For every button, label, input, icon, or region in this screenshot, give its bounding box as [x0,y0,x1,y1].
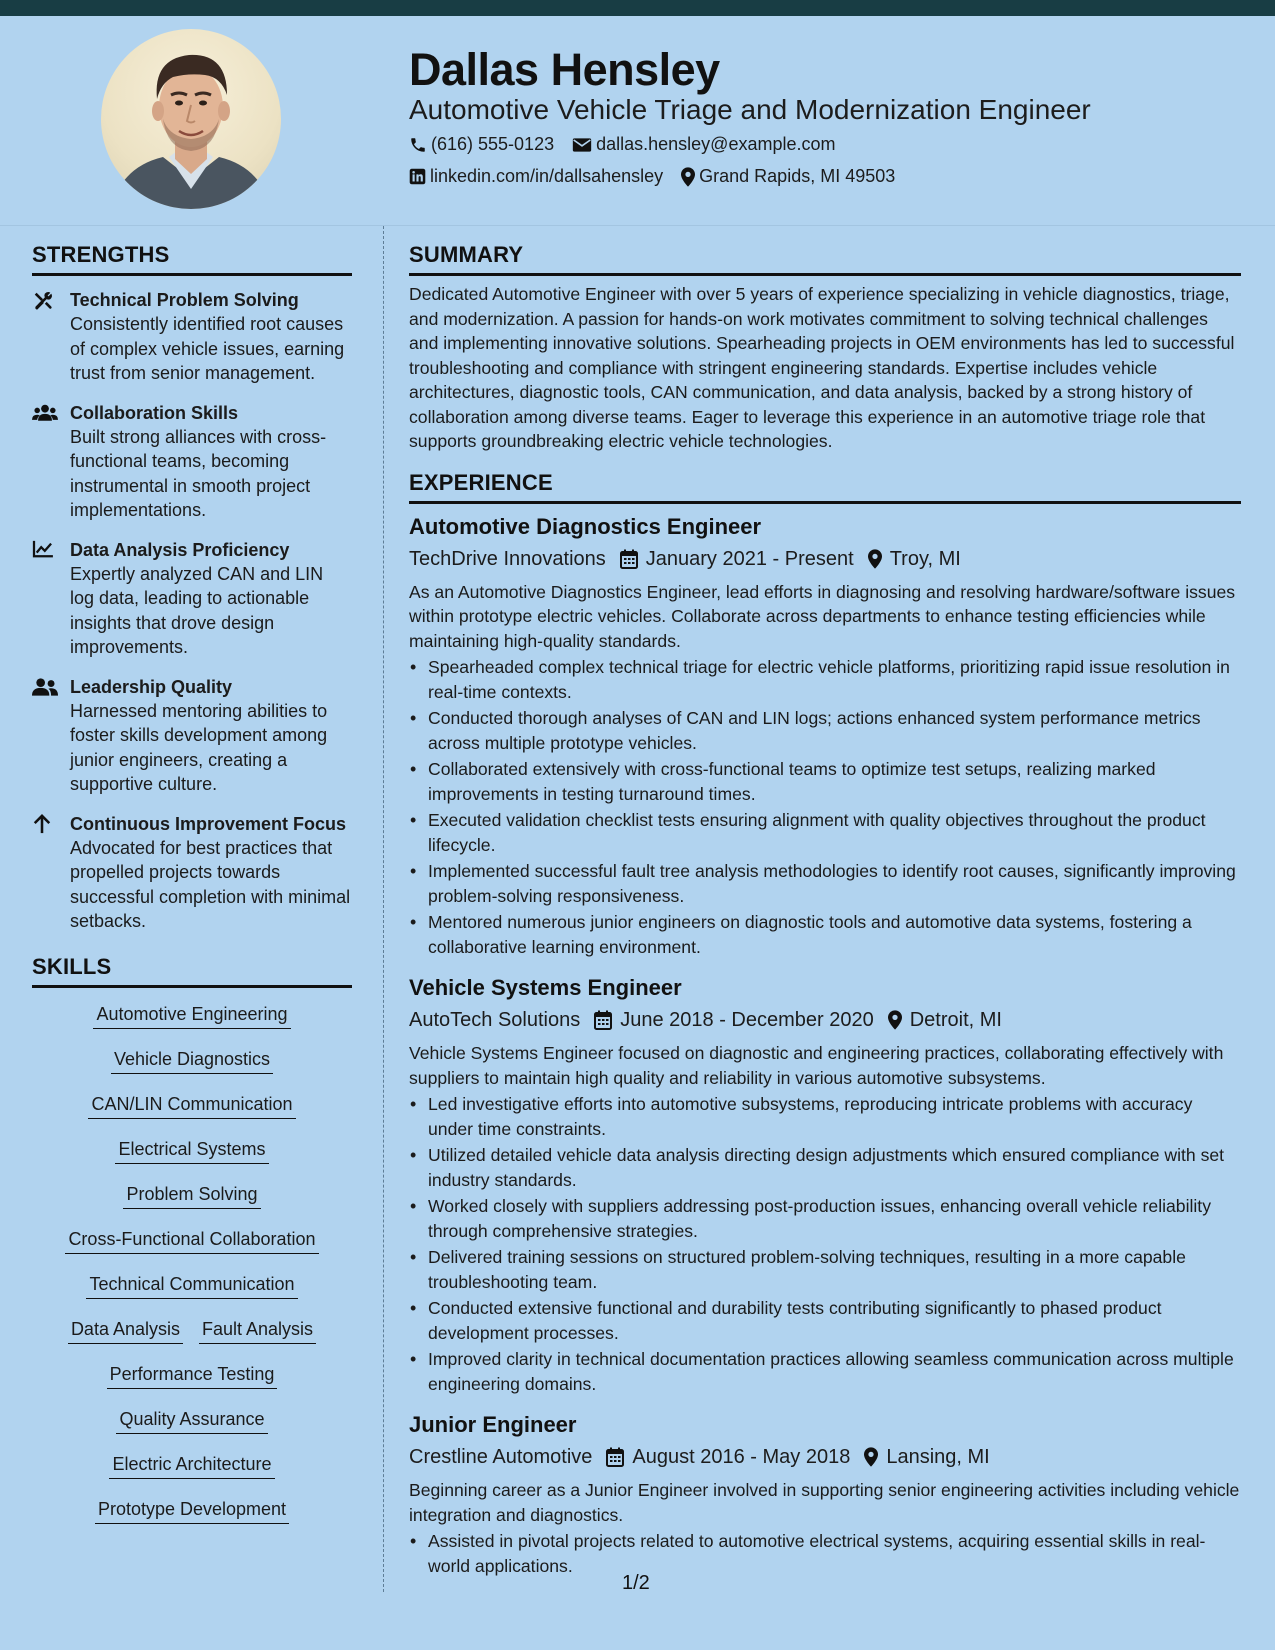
calendar-icon [594,1010,612,1030]
skill-tag: Technical Communication [86,1272,297,1299]
contact-row-2 [409,166,913,187]
company-name: AutoTech Solutions [409,1009,581,1031]
experience-heading: EXPERIENCE [409,470,1241,504]
user-group-icon [32,677,58,697]
skill-tag: Cross-Functional Collaboration [65,1227,318,1254]
users-icon [32,403,58,423]
strength-desc: Advocated for best practices that propelled projects towards successful completion with minimal setbacks. [70,837,351,931]
location-contact [681,166,895,187]
skill-tag: Automotive Engineering [93,1002,290,1029]
arrow-up-icon [32,814,52,834]
location-text: Troy, MI [889,547,961,570]
linkedin-contact[interactable] [409,166,663,187]
strengths-list [32,288,352,934]
bullet-item: • Spearheaded complex technical triage for electric vehicle platforms, prioritizing rapid issue resolution in real-time contexts. [409,655,1241,704]
bullet-item: • Utilized detailed vehicle data analysis directing design adjustments which ensured compliance with set industry standards. [409,1143,1241,1192]
right-column [409,242,1241,1580]
map-pin-icon [864,1447,878,1467]
job-dates [620,544,854,574]
strengths-heading: STRENGTHS [32,242,352,276]
page-number: 1/2 [622,1572,650,1594]
job-bullets [409,1092,1241,1396]
left-column [32,242,352,1542]
bullet-item: • Conducted extensive functional and durability tests contributing significantly to phased product development processes. [409,1296,1241,1345]
company-name: TechDrive Innovations [409,547,606,570]
job-dates [606,1442,850,1472]
bullet-item: • Executed validation checklist tests ensuring alignment with quality objectives throughout the product lifecycle. [409,808,1241,857]
email-text: dallas.hensley@example.com [596,134,836,154]
job-dates [594,1005,874,1035]
summary-text: Dedicated Automotive Engineer with over 5 years of experience specializing in vehicle diagnostics, triage, and modernization. A passion for hands-on work motivates commitment to solving technical challenges and implementing innovative solutions. Spearheading projects in OEM environments has led to successful troubleshooting and compliance with stringent engineering standards. Expertise includes vehicle architectures, diagnostic tools, CAN communication, and data analysis, backed by a strong history of collaboration among diverse teams. Eager to leverage this experience in an automotive triage role that supports groundbreaking electric vehicle technologies. [409,284,1235,451]
bullet-item: • Delivered training sessions on structured problem-solving techniques, resulting in a more capable troubleshooting team. [409,1245,1241,1294]
tools-icon [32,290,54,312]
job-title: Junior Engineer [409,1412,577,1437]
skill-tag: Quality Assurance [116,1407,267,1434]
skill-tag: Problem Solving [123,1182,260,1209]
contact-row-1 [409,134,853,155]
candidate-title: Automotive Vehicle Triage and Modernization Engineer [409,94,1091,125]
location-text: Grand Rapids, MI 49503 [699,166,896,186]
strength-title: Collaboration Skills [70,402,239,423]
dates-text: January 2021 - Present [645,547,854,570]
column-divider [383,226,384,1592]
job-bullets [409,655,1241,959]
skill-tag: CAN/LIN Communication [88,1092,295,1119]
job-entry [409,973,1241,1396]
strength-title: Technical Problem Solving [70,290,299,310]
portrait-illustration [101,29,281,209]
bullet-item: • Collaborated extensively with cross-functional teams to optimize test setups, realizing marked improvements in testing turnaround times. [409,757,1241,806]
bullet-item: • Mentored numerous junior engineers on diagnostic tools and automotive data systems, fostering a collaborative learning environment. [409,910,1241,959]
top-accent-bar [0,0,1275,16]
job-location [888,1005,1002,1035]
map-pin-icon [868,549,882,569]
job-bullets [409,1529,1241,1578]
skill-tag: Data Analysis [68,1317,183,1344]
bullet-item: • Improved clarity in technical documentation practices allowing seamless communication across multiple engineering domains. [409,1347,1241,1396]
skill-tag: Vehicle Diagnostics [111,1047,273,1074]
dates-text: August 2016 - May 2018 [632,1446,851,1468]
job-location [868,544,961,574]
job-meta [409,1442,1241,1472]
email-contact[interactable] [572,134,835,155]
strength-title: Continuous Improvement Focus [70,813,347,834]
job-meta [409,1005,1241,1035]
calendar-icon [606,1447,624,1467]
skills-list [32,1002,352,1542]
bullet-item: • Implemented successful fault tree analysis methodologies to identify root causes, significantly improving problem-solving responsiveness. [409,859,1241,908]
envelope-icon [572,137,592,153]
job-location [864,1442,989,1472]
bullet-item: • Conducted thorough analyses of CAN and LIN logs; actions enhanced system performance metrics across multiple prototype vehicles. [409,706,1241,755]
job-entry [409,1410,1241,1578]
strength-desc: Built strong alliances with cross-functional teams, becoming instrumental in smooth project implementations. [70,426,327,520]
skill-tag: Prototype Development [95,1497,289,1524]
job-meta [409,544,1241,574]
company-name: Crestline Automotive [409,1446,593,1468]
strength-item [32,288,352,386]
strength-desc: Consistently identified root causes of complex vehicle issues, earning trust from senior management. [70,314,345,383]
skill-tag: Electrical Systems [115,1137,268,1164]
calendar-icon [620,549,638,569]
map-pin-icon [888,1010,902,1030]
skills-heading: SKILLS [32,954,352,988]
linkedin-icon [409,168,426,185]
job-description: Vehicle Systems Engineer focused on diagnostic and engineering practices, collaborating effectively with suppliers to maintain high quality and reliability in various automotive subsystems. [409,1043,1224,1088]
phone-contact [409,134,554,155]
chart-line-icon [32,540,54,558]
strength-item [32,812,352,934]
strength-title: Data Analysis Proficiency [70,539,290,560]
skill-tag: Performance Testing [107,1362,278,1389]
job-description: Beginning career as a Junior Engineer involved in supporting senior engineering activities including vehicle integration and diagnostics. [409,1480,1240,1525]
resume-header [0,16,1275,226]
location-text: Detroit, MI [909,1009,1002,1031]
profile-photo [101,29,281,209]
job-entry [409,512,1241,960]
job-title: Automotive Diagnostics Engineer [409,513,762,539]
job-description: As an Automotive Diagnostics Engineer, lead efforts in diagnosing and resolving hardware/software issues within prototype electric vehicles. Collaborate across departments to enhance testing efficiencies while maintaining high-quality standards. [409,581,1236,651]
map-pin-icon [681,167,695,187]
strength-desc: Harnessed mentoring abilities to foster skills development among junior engineers, creating a supportive culture. [70,700,328,794]
summary-heading: SUMMARY [409,242,1241,276]
strength-desc: Expertly analyzed CAN and LIN log data, leading to actionable insights that drove design improvements. [70,563,324,657]
candidate-name: Dallas Hensley [409,44,720,95]
strength-item [32,675,352,797]
skill-tag: Fault Analysis [199,1317,316,1344]
location-text: Lansing, MI [886,1446,990,1468]
dates-text: June 2018 - December 2020 [620,1009,874,1031]
phone-icon [409,136,427,154]
strength-item [32,401,352,523]
bullet-item: • Led investigative efforts into automotive subsystems, reproducing intricate problems with accuracy under time constraints. [409,1092,1241,1141]
strength-title: Leadership Quality [70,676,233,697]
job-title: Vehicle Systems Engineer [409,975,682,1000]
phone-text: (616) 555-0123 [431,134,555,154]
linkedin-text: linkedin.com/in/dallsahensley [430,166,664,186]
skill-tag: Electric Architecture [109,1452,274,1479]
bullet-item: • Worked closely with suppliers addressing post-production issues, enhancing overall vehicle reliability through comprehensive strategies. [409,1194,1241,1243]
bullet-item: • Assisted in pivotal projects related to automotive electrical systems, acquiring essential skills in real-world applications. [409,1529,1241,1578]
strength-item [32,538,352,660]
